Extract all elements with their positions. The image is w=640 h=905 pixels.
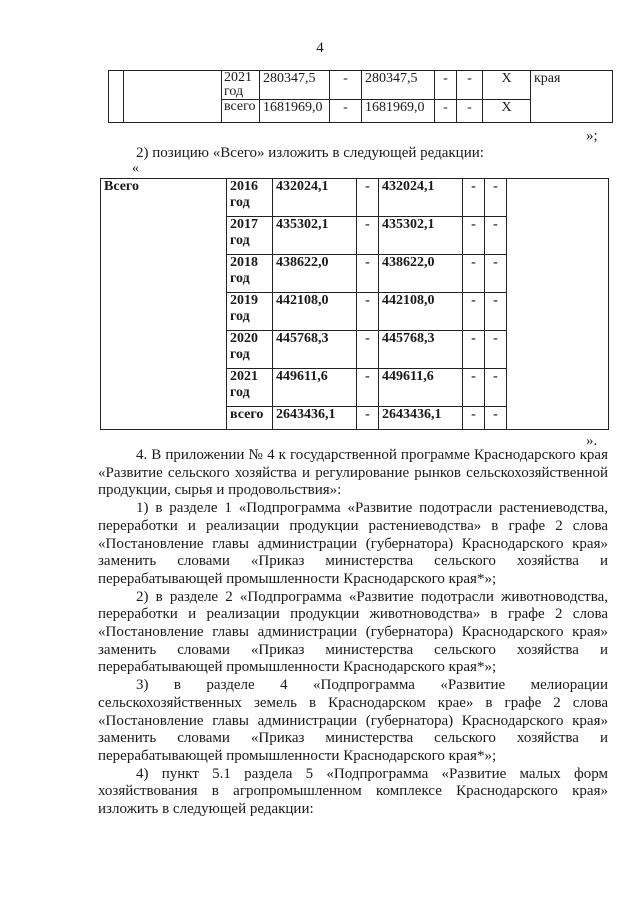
value-cell: 2643436,1 — [379, 407, 463, 430]
value-cell: 442108,0 — [379, 293, 463, 331]
paragraph: 1) в разделе 1 «Подпрограмма «Развитие подотрасли растениеводства, переработки и реализации продукции растениеводства» в графе 2 слова «Постановление главы администрации (губернатора) Краснодарского края» заменить словами «Приказ министерства сельского хозяйства и перерабатывающей промышленности Краснодарского края*»; — [98, 500, 608, 587]
value-cell: Х — [483, 100, 531, 123]
year-cell: 2021 год — [227, 369, 273, 407]
value-cell: - — [485, 255, 507, 293]
value-cell: 432024,1 — [379, 179, 463, 217]
value-cell: - — [463, 331, 485, 369]
total-cell: 1681969,0 — [260, 100, 330, 123]
closing-quote: »; — [586, 128, 598, 144]
value-cell: 438622,0 — [379, 255, 463, 293]
value-cell: - — [463, 179, 485, 217]
value-cell: - — [485, 293, 507, 331]
note-cell: края — [531, 71, 613, 123]
value-cell: - — [485, 179, 507, 217]
item-2-text: 2) позицию «Всего» изложить в следующей редакции: — [136, 145, 484, 161]
paragraph: 4. В приложении № 4 к государственной программе Краснодарского края «Развитие сельского хозяйства и регулирование рынков сельскохозяйственной продукции, сырья и продовольствия»: — [98, 447, 608, 499]
empty-cell — [109, 71, 124, 123]
paragraph: 2) в разделе 2 «Подпрограмма «Развитие подотрасли животноводства, переработки и реализации продукции животноводства» в графе 2 слова «Постановление главы администрации (губернатора) Краснодарского края» заменить словами «Приказ министерства сельского хозяйства и перерабатывающей промышленности Краснодарского края*»; — [98, 588, 608, 676]
value-cell: - — [435, 100, 457, 123]
empty-cell — [124, 71, 222, 123]
value-cell: - — [485, 217, 507, 255]
value-cell: - — [357, 407, 379, 430]
table-row — [109, 71, 613, 100]
value-cell: - — [357, 369, 379, 407]
value-cell: - — [485, 407, 507, 430]
value-cell: 280347,5 — [362, 71, 435, 100]
year-cell: 2018 год — [227, 255, 273, 293]
total-cell: 280347,5 — [260, 71, 330, 100]
value-cell: - — [463, 217, 485, 255]
total-cell: 438622,0 — [273, 255, 357, 293]
table-row — [101, 179, 609, 217]
year-cell: 2016 год — [227, 179, 273, 217]
value-cell: 449611,6 — [379, 369, 463, 407]
value-cell: - — [457, 71, 483, 100]
total-cell: 432024,1 — [273, 179, 357, 217]
continued-table — [108, 70, 613, 123]
total-cell: 442108,0 — [273, 293, 357, 331]
value-cell: - — [330, 71, 362, 100]
empty-cell — [507, 179, 609, 430]
year-cell: 2017 год — [227, 217, 273, 255]
total-cell: 445768,3 — [273, 331, 357, 369]
value-cell: - — [357, 179, 379, 217]
closing-quote: ». — [586, 433, 598, 449]
value-cell: Х — [483, 71, 531, 100]
total-cell: 449611,6 — [273, 369, 357, 407]
value-cell: 445768,3 — [379, 331, 463, 369]
value-cell: - — [485, 369, 507, 407]
value-cell: - — [357, 217, 379, 255]
opening-quote: « — [132, 161, 139, 176]
year-cell: всего — [227, 407, 273, 430]
total-cell: 435302,1 — [273, 217, 357, 255]
year-cell: 2020 год — [227, 331, 273, 369]
value-cell: - — [463, 407, 485, 430]
value-cell: - — [357, 293, 379, 331]
value-cell: - — [357, 255, 379, 293]
paragraph: 4) пункт 5.1 раздела 5 «Подпрограмма «Развитие малых форм хозяйствования в агропромышленном комплексе Краснодарского края» изложить в следующей редакции: — [98, 765, 608, 818]
value-cell: - — [463, 255, 485, 293]
document-body — [98, 447, 608, 819]
value-cell: 435302,1 — [379, 217, 463, 255]
value-cell: - — [457, 100, 483, 123]
value-cell: - — [435, 71, 457, 100]
year-cell: 2019 год — [227, 293, 273, 331]
value-cell: 1681969,0 — [362, 100, 435, 123]
page-number: 4 — [316, 40, 324, 56]
total-table — [100, 178, 609, 430]
year-cell: 2021 год — [222, 71, 260, 100]
value-cell: - — [463, 369, 485, 407]
value-cell: - — [330, 100, 362, 123]
value-cell: - — [463, 293, 485, 331]
total-label-cell: Всего — [101, 179, 227, 430]
value-cell: - — [485, 331, 507, 369]
total-cell: 2643436,1 — [273, 407, 357, 430]
value-cell: - — [357, 331, 379, 369]
year-cell: всего — [222, 100, 260, 123]
paragraph: 3) в разделе 4 «Подпрограмма «Развитие мелиорации сельскохозяйственных земель в Краснодарском крае» в графе 2 слова «Постановление главы администрации (губернатора) Краснодарского края» заменить словами «Приказ министерства сельского хозяйства и перерабатывающей промышленности Краснодарского края*»; — [98, 677, 608, 764]
